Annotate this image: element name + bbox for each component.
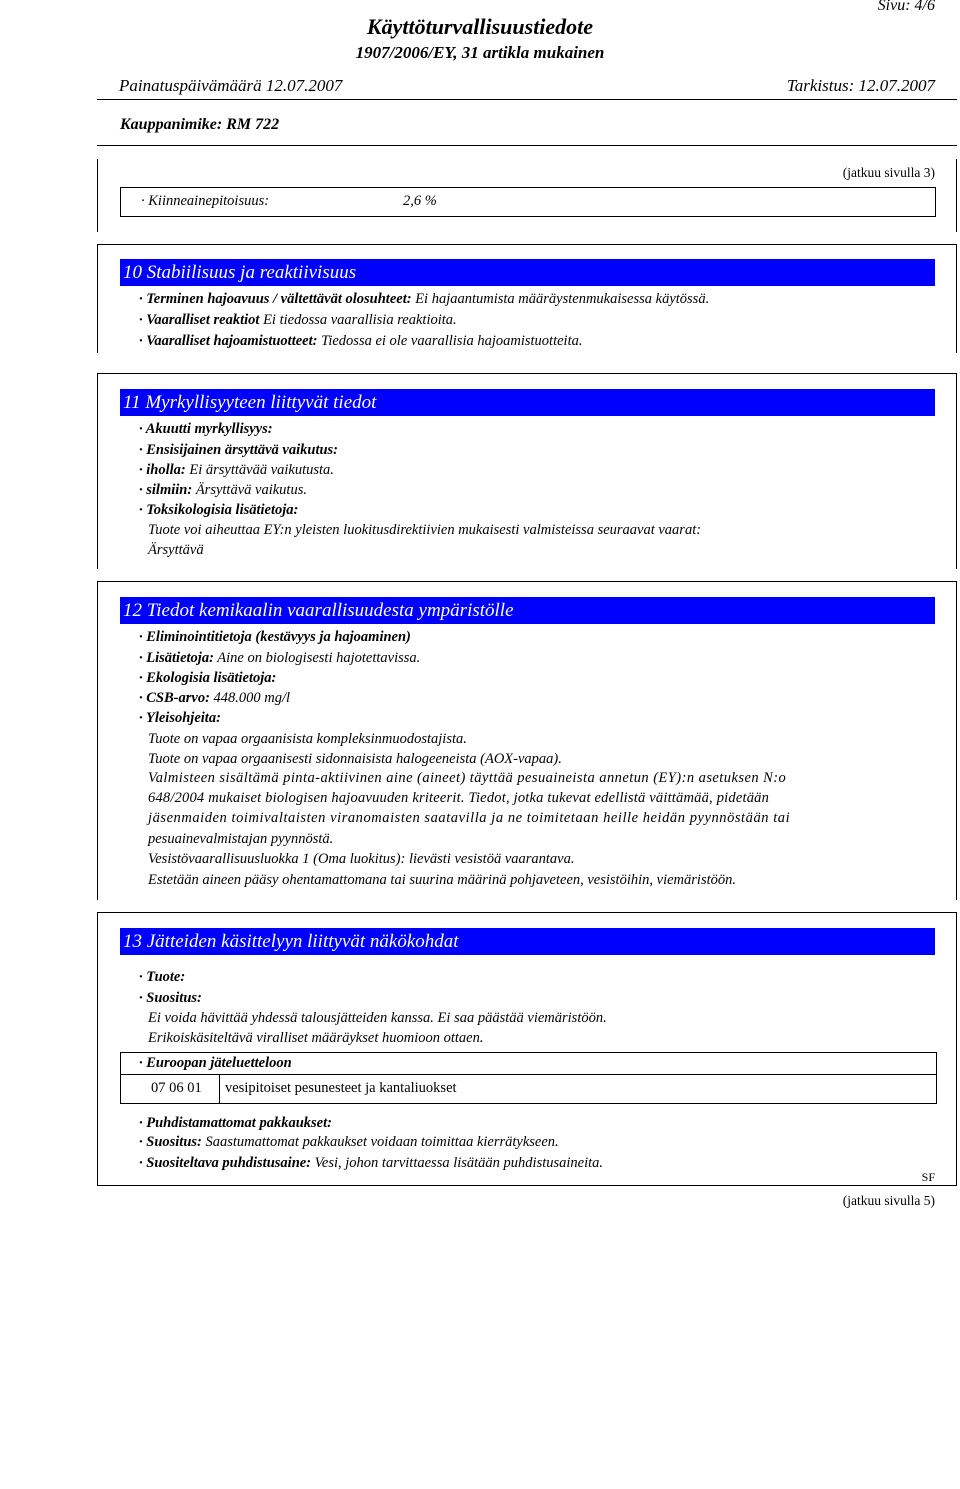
- page-number: Sivu: 4/6: [877, 0, 935, 14]
- s13-rec2: [139, 1134, 559, 1151]
- s12-p3d: pesuainevalmistajan pyynnöstä.: [148, 831, 334, 847]
- footer-divider: [97, 1185, 957, 1186]
- s10-l3-value: Tiedossa ei ole vaarallisia hajoamistuotteita.: [317, 333, 583, 349]
- waste-description: vesipitoiset pesunesteet ja kantaliuokset: [225, 1080, 457, 1096]
- section-13-title: 13 Jätteiden käsittelyyn liittyvät näkökohdat: [120, 928, 935, 955]
- revision-date: Tarkistus: 12.07.2007: [786, 76, 935, 95]
- s12-additional: [139, 650, 420, 667]
- s13-clean-label: · Suositeltava puhdistusaine:: [139, 1155, 312, 1171]
- waste-column-divider: [219, 1075, 220, 1103]
- solid-content-box: [120, 187, 936, 217]
- s12-p5: Estetään aineen pääsy ohentamattomana tai suurina määrinä pohjaveteen, vesistöihin, viemäristöön.: [148, 872, 736, 888]
- s12-add-label: · Lisätietoja:: [139, 650, 214, 666]
- trade-divider: [97, 145, 957, 146]
- trade-name: Kauppanimike: RM 722: [120, 116, 280, 133]
- s12-p4: Vesistövaarallisuusluokka 1 (Oma luokitus): lievästi vesistöä vaarantava.: [148, 851, 575, 867]
- s13-rec2-label: · Suositus:: [139, 1134, 202, 1150]
- s10-l3-label: · Vaaralliset hajoamistuotteet:: [139, 333, 318, 349]
- document-subtitle: 1907/2006/EY, 31 artikla mukainen: [355, 43, 605, 62]
- s13-clean-value: Vesi, johon tarvittaessa lisätään puhdistusaineita.: [311, 1155, 604, 1171]
- solid-content-value: 2,6 %: [403, 193, 437, 209]
- s11-tox-text: Tuote voi aiheuttaa EY:n yleisten luokitusdirektiivien mukaisesti valmisteissa seuraavat vaarat:: [148, 522, 702, 538]
- section-12-title: 12 Tiedot kemikaalin vaarallisuudesta ympäristölle: [120, 597, 935, 624]
- s12-p3b: 648/2004 mukaiset biologisen hajoavuuden kriteerit. Tiedot, jotka tukevat edellistä väittämää, pidetään: [148, 790, 770, 806]
- language-code: SF: [921, 1170, 935, 1184]
- s12-elim: · Eliminointitietoja (kestävyys ja hajoaminen): [139, 629, 411, 645]
- s10-l2-value: Ei tiedossa vaarallisia reaktioita.: [259, 312, 457, 328]
- s13-r1: Ei voida hävittää yhdessä talousjätteiden kanssa. Ei saa päästää viemäristöön.: [148, 1010, 607, 1026]
- s11-acute: · Akuutti myrkyllisyys:: [139, 421, 273, 437]
- s12-csb: [139, 690, 290, 707]
- section-10-title: 10 Stabiilisuus ja reaktiivisuus: [120, 259, 935, 286]
- s13-rec2-value: Saastumattomat pakkaukset voidaan toimittaa kierrätykseen.: [201, 1134, 559, 1150]
- header-divider: [97, 99, 957, 100]
- s11-eyes: [139, 482, 307, 499]
- s12-csb-label: · CSB-arvo:: [139, 690, 210, 706]
- s13-product: · Tuote:: [139, 969, 186, 985]
- continued-from: (jatkuu sivulla 3): [842, 165, 935, 180]
- waste-code: 07 06 01: [151, 1080, 202, 1096]
- s13-uncleaned: · Puhdistamattomat pakkaukset:: [139, 1115, 332, 1131]
- s11-tox-label: · Toksikologisia lisätietoja:: [139, 502, 299, 518]
- s11-primary: · Ensisijainen ärsyttävä vaikutus:: [139, 442, 339, 458]
- s11-tox-value: Ärsyttävä: [148, 542, 204, 558]
- s13-clean: [139, 1155, 603, 1172]
- s12-p3a: Valmisteen sisältämä pinta-aktiivinen aine (aineet) täyttää pesuaineista annetun (EY):n asetuksen N:o: [148, 770, 787, 786]
- s12-p3c: jäsenmaiden toimivaltaisten viranomaisten saatavilla ja ne toimitetaan heille heidän pyynnöstään tai: [148, 810, 791, 826]
- s10-l2-label: · Vaaralliset reaktiot: [139, 312, 260, 328]
- s10-line-3: [139, 333, 582, 350]
- section-11-title: 11 Myrkyllisyyteen liittyvät tiedot: [120, 389, 935, 416]
- waste-catalogue-label: · Euroopan jäteluetteloon: [139, 1055, 292, 1071]
- s13-recommendation: · Suositus:: [139, 990, 202, 1006]
- s12-csb-value: 448.000 mg/l: [209, 690, 291, 706]
- s12-eco: · Ekologisia lisätietoja:: [139, 670, 277, 686]
- s10-line-1: [139, 291, 709, 308]
- s11-skin-label: · iholla:: [139, 462, 186, 478]
- s10-l1-label: · Terminen hajoavuus / vältettävät olosuhteet:: [139, 291, 412, 307]
- s11-eyes-value: Ärsyttävä vaikutus.: [192, 482, 307, 498]
- document-title: Käyttöturvallisuustiedote: [366, 14, 594, 39]
- print-date: Painatuspäivämäärä 12.07.2007: [119, 76, 343, 95]
- s10-l1-value: Ei hajaantumista määräystenmukaisessa käytössä.: [411, 291, 710, 307]
- s13-r2: Erikoiskäsiteltävä viralliset määräykset huomioon ottaen.: [148, 1030, 484, 1046]
- solid-content-label: · Kiinneainepitoisuus:: [141, 193, 270, 209]
- s10-line-2: [139, 312, 457, 329]
- s11-skin-value: Ei ärsyttävää vaikutusta.: [185, 462, 334, 478]
- s11-eyes-label: · silmiin:: [139, 482, 193, 498]
- continued-to: (jatkuu sivulla 5): [842, 1193, 935, 1208]
- s12-p1: Tuote on vapaa orgaanisista kompleksinmuodostajista.: [148, 731, 467, 747]
- s12-general: · Yleisohjeita:: [139, 710, 221, 726]
- waste-catalogue-row: [120, 1074, 937, 1104]
- s11-skin: [139, 462, 334, 479]
- s12-add-value: Aine on biologisesti hajotettavissa.: [213, 650, 421, 666]
- s12-p2: Tuote on vapaa orgaanisesti sidonnaisista halogeeneista (AOX-vapaa).: [148, 751, 562, 767]
